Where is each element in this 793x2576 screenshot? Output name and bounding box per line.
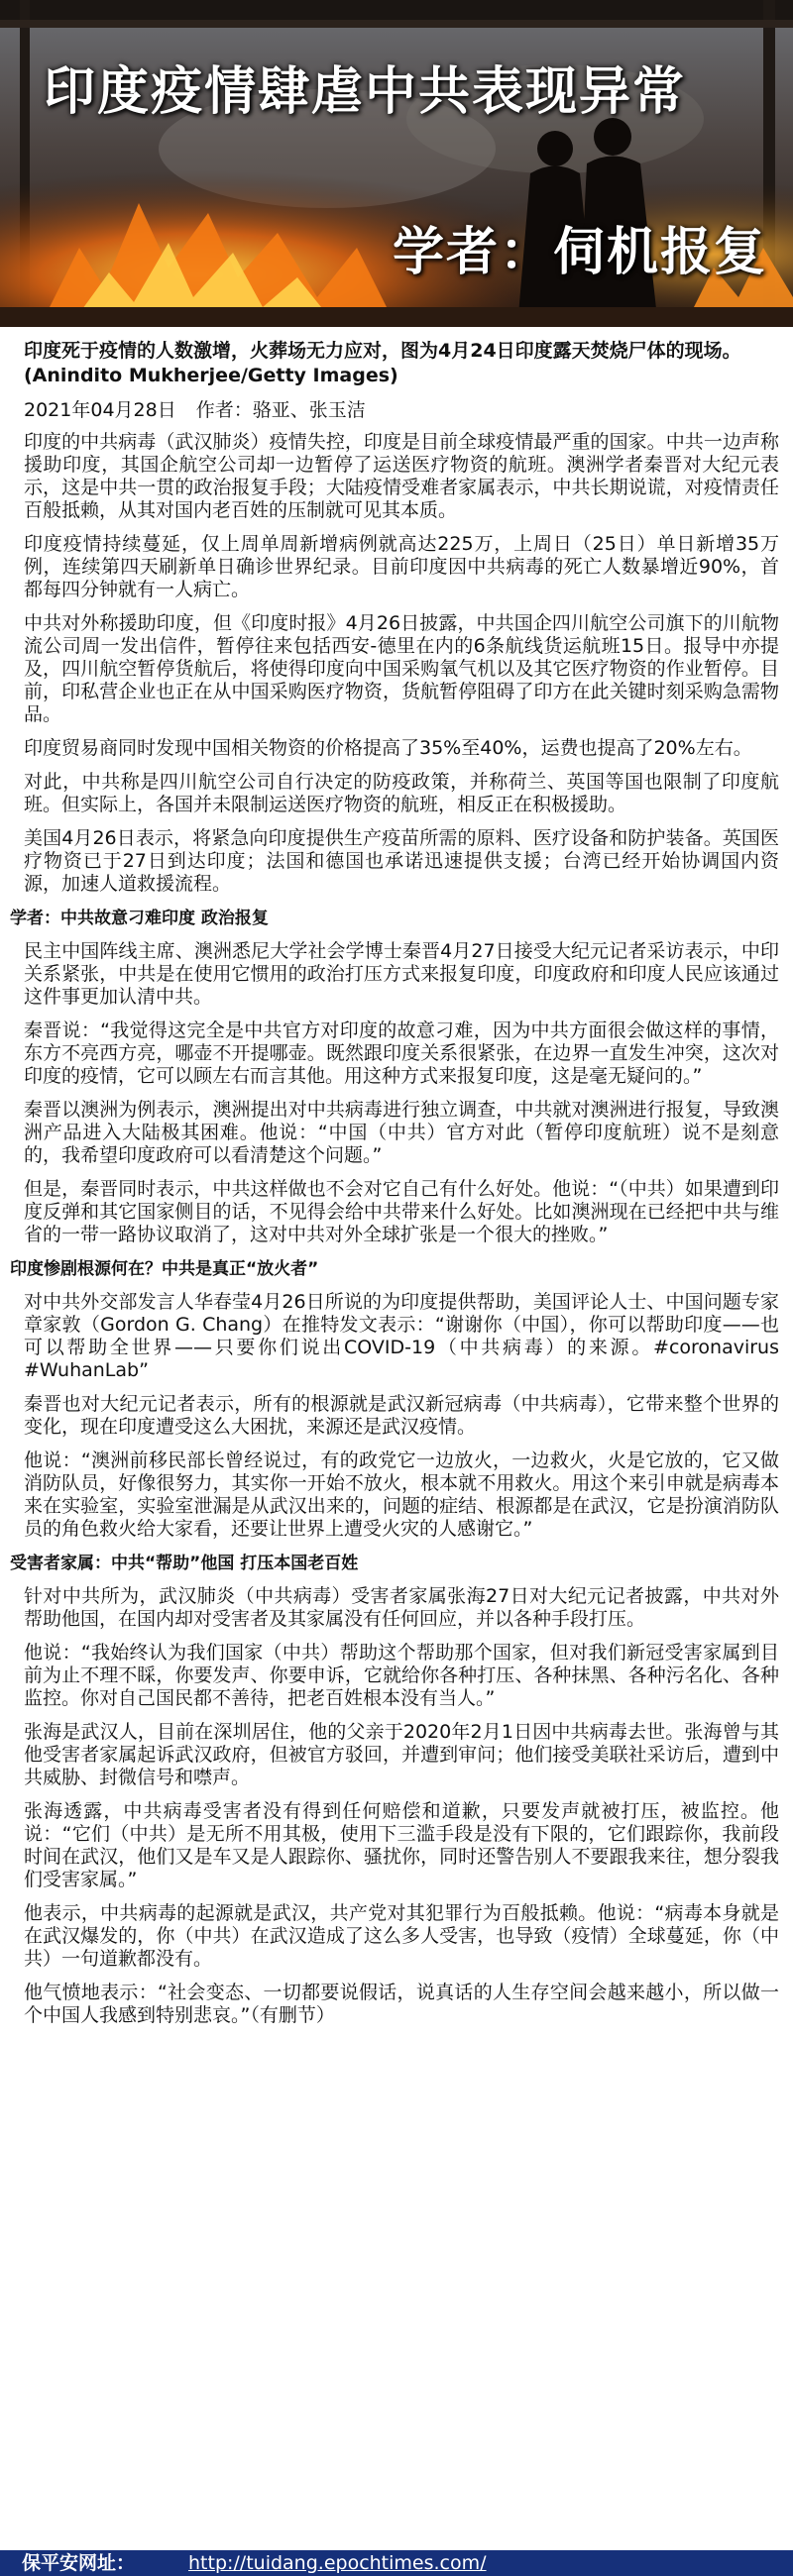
hero-banner: [0, 0, 793, 327]
paragraph: 他说：“我始终认为我们国家（中共）帮助这个帮助那个国家，但对我们新冠受害家属到目前为止不理不睬，你要发声、你要申诉，它就给你各种打压、各种抹黑、各种污名化、各种监控。你对自己国民都不善待，把老百姓根本没有当人。”: [24, 1642, 779, 1709]
article-body: [0, 327, 793, 2027]
paragraph: 对此，中共称是四川航空公司自行决定的防疫政策，并称荷兰、英国等国也限制了印度航班。但实际上，各国并未限制运送医疗物资的航班，相反正在积极援助。: [24, 771, 779, 815]
paragraph: 美国4月26日表示，将紧急向印度提供生产疫苗所需的原料、医疗设备和防护装备。英国医疗物资已于27日到达印度；法国和德国也承诺迅速提供支援；台湾已经开始协调国内资源，加速人道救援流程。: [24, 827, 779, 895]
paragraph: 但是，秦晋同时表示，中共这样做也不会对它自己有什么好处。他说：“（中共）如果遭到印度反弹和其它国家侧目的话，不见得会给中共带来什么好处。比如澳洲现在已经把中共与维省的一带一路协议取消了，这对中共对外全球扩张是一个很大的挫败。”: [24, 1178, 779, 1245]
paragraph: 针对中共所为，武汉肺炎（中共病毒）受害者家属张海27日对大纪元记者披露，中共对外帮助他国，在国内却对受害者及其家属没有任何回应，并以各种手段打压。: [24, 1585, 779, 1630]
paragraph: 他说：“澳洲前移民部长曾经说过，有的政党它一边放火，一边救火，火是它放的，它又做消防队员，好像很努力，其实你一开始不放火，根本就不用救火。用这个来引申就是病毒本来在实验室，实验室泄漏是从武汉出来的，问题的症结、根源都是在武汉，它是扮演消防队员的角色救火给大家看，还要让世界上遭受火灾的人感谢它。”: [24, 1449, 779, 1540]
footer-bar: [0, 2550, 793, 2576]
paragraph: 他表示，中共病毒的起源就是武汉，共产党对其犯罪行为百般抵赖。他说：“病毒本身就是在武汉爆发的，你（中共）在武汉造成了这么多人受害，也导致（疫情）全球蔓延，你（中共）一句道歉都没有。: [24, 1902, 779, 1970]
paragraph: 对中共外交部发言人华春莹4月26日所说的为印度提供帮助，美国评论人士、中国问题专家章家敦（Gordon G. Chang）在推特发文表示：“谢谢你（中国），你可以帮助印度——也可以帮助全世界——只要你们说出COVID-19（中共病毒）的来源。#coronavirus #WuhanLab”: [24, 1291, 779, 1381]
paragraph: 秦晋以澳洲为例表示，澳洲提出对中共病毒进行独立调查，中共就对澳洲进行报复，导致澳洲产品进入大陆极其困难。他说：“中国（中共）官方对此（暂停印度航班）说不是刻意的，我希望印度政府可以看清楚这个问题。”: [24, 1099, 779, 1166]
paragraph: 印度贸易商同时发现中国相关物资的价格提高了35%至40%，运费也提高了20%左右。: [24, 737, 752, 759]
paragraph: 中共对外称援助印度，但《印度时报》4月26日披露，中共国企四川航空公司旗下的川航物流公司周一发出信件，暂停往来包括西安-德里在内的6条航线货运航班15日。报导中亦提及，四川航空暂停货航后，将使得印度向中国采购氧气机以及其它医疗物资的作业暂停。目前，印私营企业也正在从中国采购医疗物资，货航暂停阻碍了印方在此关键时刻采购急需物品。: [24, 612, 779, 725]
article-authors: 作者：骆亚、张玉洁: [195, 399, 366, 421]
footer-link[interactable]: http://tuidang.epochtimes.com/: [188, 2552, 487, 2574]
section-heading: 受害者家属：中共“帮助”他国 打压本国老百姓: [10, 1554, 359, 1573]
paragraph: 民主中国阵线主席、澳洲悉尼大学社会学博士秦晋4月27日接受大纪元记者采访表示，中印关系紧张，中共是在使用它惯用的政治打压方式来报复印度，印度政府和印度人民应该通过这件事更加认清中共。: [24, 940, 779, 1008]
section-heading: 印度惨剧根源何在？中共是真正“放火者”: [10, 1259, 319, 1279]
paragraph: 张海是武汉人，目前在深圳居住，他的父亲于2020年2月1日因中共病毒去世。张海曾与其他受害者家属起诉武汉政府，但被官方驳回，并遭到审问；他们接受美联社采访后，遭到中共威胁、封微信号和噤声。: [24, 1721, 779, 1788]
paragraph: 秦晋也对大纪元记者表示，所有的根源就是武汉新冠病毒（中共病毒），它带来整个世界的变化，现在印度遭受这么大困扰，来源还是武汉疫情。: [24, 1393, 779, 1438]
headline: 印度疫情肆虐中共表现异常: [44, 62, 687, 122]
paragraph: 他气愤地表示：“社会变态、一切都要说假话，说真话的人生存空间会越来越小，所以做一个中国人我感到特别悲哀。”（有删节）: [24, 1982, 779, 2026]
publish-date: 2021年04月28日: [24, 399, 176, 421]
paragraph: 印度疫情持续蔓延，仅上周单周新增病例就高达225万，上周日（25日）单日新增35万例，连续第四天刷新单日确诊世界纪录。目前印度因中共病毒的死亡人数暴增近90%，首都每四分钟就有一人病亡。: [24, 533, 779, 600]
paragraph: 印度的中共病毒（武汉肺炎）疫情失控，印度是目前全球疫情最严重的国家。中共一边声称援助印度，其国企航空公司却一边暂停了运送医疗物资的航班。澳洲学者秦晋对大纪元表示，这是中共一贯的政治报复手段；大陆疫情受难者家属表示，中共长期说谎，对疫情责任百般抵赖，从其对国内老百姓的压制就可见其本质。: [24, 431, 779, 521]
paragraph: 张海透露，中共病毒受害者没有得到任何赔偿和道歉，只要发声就被打压，被监控。他说：“它们（中共）是无所不用其极，使用下三滥手段是没有下限的，它们跟踪你，我前段时间在武汉，他们又是车又是人跟踪你、骚扰你，同时还警告别人不要跟我来往，想分裂我们受害家属。”: [24, 1800, 779, 1890]
photo-caption: 印度死于疫情的人数激增，火葬场无力应对，图为4月24日印度露天焚烧尸体的现场。(Anindito Mukherjee/Getty Images): [24, 340, 741, 386]
paragraph: 秦晋说：“我觉得这完全是中共官方对印度的故意刁难，因为中共方面很会做这样的事情，东方不亮西方亮，哪壶不开提哪壶。既然跟印度关系很紧张，在边界一直发生冲突，这次对印度的疫情，它可以顾左右而言其他。用这种方式来报复印度，这是毫无疑问的。”: [24, 1020, 779, 1087]
subheadline: 学者：伺机报复: [392, 223, 767, 282]
section-heading: 学者：中共故意刁难印度 政治报复: [10, 909, 269, 928]
article-meta: [24, 398, 779, 423]
footer-label: 保平安网址：: [22, 2552, 136, 2574]
